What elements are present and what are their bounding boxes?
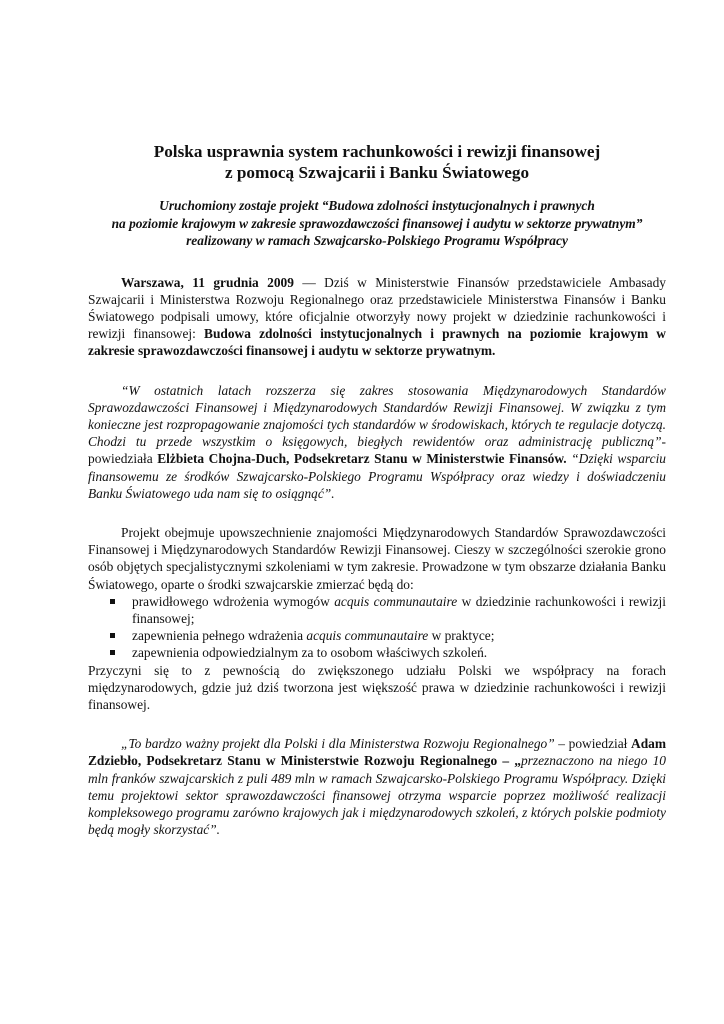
paragraph-quote-finance-ministry (88, 382, 666, 502)
bullet-icon (110, 650, 115, 655)
speaker-zdzieblo: Adam Zdziebło, Podsekretarz Stanu w Ministerstwie Rozwoju Regionalnego – „ (88, 736, 666, 769)
list-item-term: acquis communautaire (334, 593, 458, 609)
list-item-text: w praktyce; (428, 628, 495, 644)
document-subtitle (88, 197, 666, 250)
bullet-icon (110, 633, 115, 638)
attribution-verb: - powiedziała (88, 434, 666, 467)
speaker-chojna-duch: Elżbieta Chojna-Duch, Podsekretarz Stanu w Ministerstwie Finansów. (157, 451, 567, 467)
bullet-icon (110, 599, 115, 604)
attribution-verb: – powiedział (554, 736, 632, 752)
announcement-text: — Dziś w Ministerstwie Finansów przedstawiciele Ambasady Szwajcarii i Ministerstwa Rozwoju Regionalnego oraz przedstawiciele Ministerstwa Finansów i Banku Światowego podpisali umowy, które oficjalnie otworzyły nowy projekt w dziedzinie rachunkowości i rewizji finansowej: (88, 274, 666, 342)
list-item-text: zapewnienia pełnego wdrażenia (132, 628, 307, 644)
project-name: Budowa zdolności instytucjonalnych i prawnych na poziomie krajowym w zakresie sprawozdawczości finansowej i audytu w sektorze prywatnym. (88, 326, 666, 359)
paragraph-quote-regional-ministry (88, 735, 666, 838)
list-item (110, 644, 666, 661)
list-item-term: acquis communautaire (306, 628, 429, 644)
list-item (110, 593, 666, 627)
list-item-text: w dziedzinie rachunkowości i rewizji finansowej; (132, 593, 666, 626)
paragraph-announcement (88, 274, 666, 360)
dateline: Warszawa, 11 grudnia 2009 (121, 274, 294, 290)
title-line-2: z pomocą Szwajcarii i Banku Światowego (224, 163, 530, 182)
document-title (88, 141, 666, 183)
quote-zdzieblo-1: „To bardzo ważny projekt dla Polski i dla Ministerstwa Rozwoju Regionalnego” (121, 736, 555, 752)
paragraph-closing: Przyczyni się to z pewnością do zwiększonego udziału Polski we współpracy na forach międzynarodowych, gdzie już dziś tworzona jest większość prawa w dziedzinie rachunkowości i rewizji finansowej. (88, 662, 666, 712)
scope-list (88, 593, 666, 662)
quote-zdzieblo-2: przeznaczono na niego 10 mln franków szwajcarskich z puli 489 mln w ramach Szwajcarsko-Polskiego Programu Współpracy. Dzięki temu projektowi sektor sprawozdawczości finansowej otrzyma wsparcie poprzez możliwość realizacji kompleksowego programu zarówno krajowych jak i międzynarodowych szkoleń, z których polskie podmioty będą mogły skorzystać”. (88, 753, 666, 838)
list-item-text: prawidłowego wdrożenia wymogów (132, 593, 335, 609)
subtitle-line-1: Uruchomiony zostaje projekt “Budowa zdolności instytucjonalnych i prawnych (159, 198, 595, 213)
title-line-1: Polska usprawnia system rachunkowości i rewizji finansowej (153, 142, 601, 161)
quote-chojna-duch-1: “W ostatnich latach rozszerza się zakres stosowania Międzynarodowych Standardów Sprawozdawczości Finansowej i Międzynarodowych Standardów Rewizji Finansowej. W związku z tym konieczne jest rozpropagowanie znajomości tych standardów w środowiskach, których te regulacje dotyczą. Chodzi tu przede wszystkim o księgowych, biegłych rewidentów oraz administrację publiczną” (88, 382, 666, 450)
list-item (110, 627, 666, 644)
quote-chojna-duch-2: “Dzięki wsparciu finansowemu ze środków Szwajcarsko-Polskiego Programu Współpracy oraz wiedzy i doświadczeniu Banku Światowego uda nam się to osiągnąć”. (88, 451, 667, 501)
list-item-text: zapewnienia odpowiedzialnym za to osobom właściwych szkoleń. (132, 645, 488, 661)
subtitle-line-2: na poziomie krajowym w zakresie sprawozdawczości finansowej i audytu w sektorze prywatnym” (111, 215, 643, 231)
paragraph-project-scope: Projekt obejmuje upowszechnienie znajomości Międzynarodowych Standardów Sprawozdawczości Finansowej i Międzynarodowych Standardów Rewizji Finansowej. Cieszy w szczególności szerokie grono osób objętych specjalistycznymi szkoleniami w tym zakresie. Prowadzone w tym obszarze działania Banku Światowego, oparte o środki szwajcarskie zmierzać będą do: (88, 524, 666, 592)
subtitle-line-3: realizowany w ramach Szwajcarsko-Polskiego Programu Współpracy (186, 233, 568, 248)
